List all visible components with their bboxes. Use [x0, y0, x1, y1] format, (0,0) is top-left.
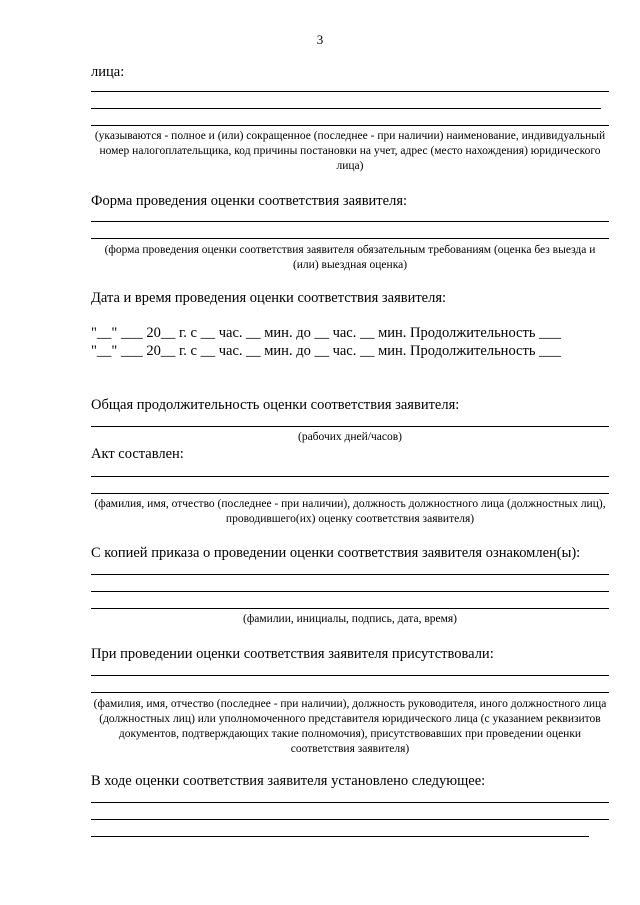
- present-heading: При проведении оценки соответствия заявителя присутствовали:: [91, 646, 494, 662]
- fill-line[interactable]: [91, 493, 609, 494]
- fill-line[interactable]: [91, 238, 609, 239]
- fill-line[interactable]: [91, 675, 609, 676]
- page-number: 3: [316, 32, 324, 47]
- fill-line[interactable]: [91, 221, 609, 222]
- act-caption: (фамилия, имя, отчество (последнее - при наличии), должность должностного лица (должностных лиц), проводившего(их) оценку соответствия заявителя): [94, 498, 606, 525]
- form-caption: (форма проведения оценки соответствия заявителя обязательным требованиям (оценка без выезда и (или) выездная оценка): [104, 244, 596, 271]
- fill-line[interactable]: [91, 836, 589, 837]
- person-label: лица:: [91, 64, 125, 80]
- fill-line[interactable]: [91, 426, 609, 427]
- fill-line[interactable]: [91, 125, 609, 126]
- present-caption: (фамилия, имя, отчество (последнее - при наличии), должность руководителя, иного должностного лица (должностных лиц) или уполномоченного представителя юридического лица (с указанием реквизитов документов, подтверждающих такие полномочия), присутствовавших при проведении оценки соответствия заявителя): [93, 698, 607, 755]
- fill-line[interactable]: [91, 108, 601, 109]
- order-heading: С копией приказа о проведении оценки соответствия заявителя ознакомлен(ы):: [91, 545, 581, 561]
- order-caption: (фамилии, инициалы, подпись, дата, время): [243, 613, 457, 625]
- fill-line[interactable]: [91, 608, 609, 609]
- datetime-row-1[interactable]: "__" ___ 20__ г. с __ час. __ мин. до __ час. __ мин. Продолжительность ___: [91, 325, 561, 341]
- fill-line[interactable]: [91, 574, 609, 575]
- fill-line[interactable]: [91, 591, 609, 592]
- fill-line[interactable]: [91, 819, 609, 820]
- duration-heading: Общая продолжительность оценки соответствия заявителя:: [91, 397, 460, 413]
- act-heading: Акт составлен:: [91, 446, 184, 462]
- findings-heading: В ходе оценки соответствия заявителя установлено следующее:: [91, 773, 486, 789]
- fill-line[interactable]: [91, 802, 609, 803]
- fill-line[interactable]: [91, 91, 609, 92]
- datetime-row-2[interactable]: "__" ___ 20__ г. с __ час. __ мин. до __ час. __ мин. Продолжительность ___: [91, 343, 561, 359]
- person-caption: (указываются - полное и (или) сокращенное (последнее - при наличии) наименование, индивидуальный номер налогоплательщика, код причины постановки на учет, адрес (место нахождения) юридического лица): [94, 130, 606, 172]
- fill-line[interactable]: [91, 692, 609, 693]
- fill-line[interactable]: [91, 476, 609, 477]
- duration-caption: (рабочих дней/часов): [297, 431, 402, 443]
- form-heading: Форма проведения оценки соответствия заявителя:: [91, 193, 408, 209]
- datetime-heading: Дата и время проведения оценки соответствия заявителя:: [91, 290, 447, 306]
